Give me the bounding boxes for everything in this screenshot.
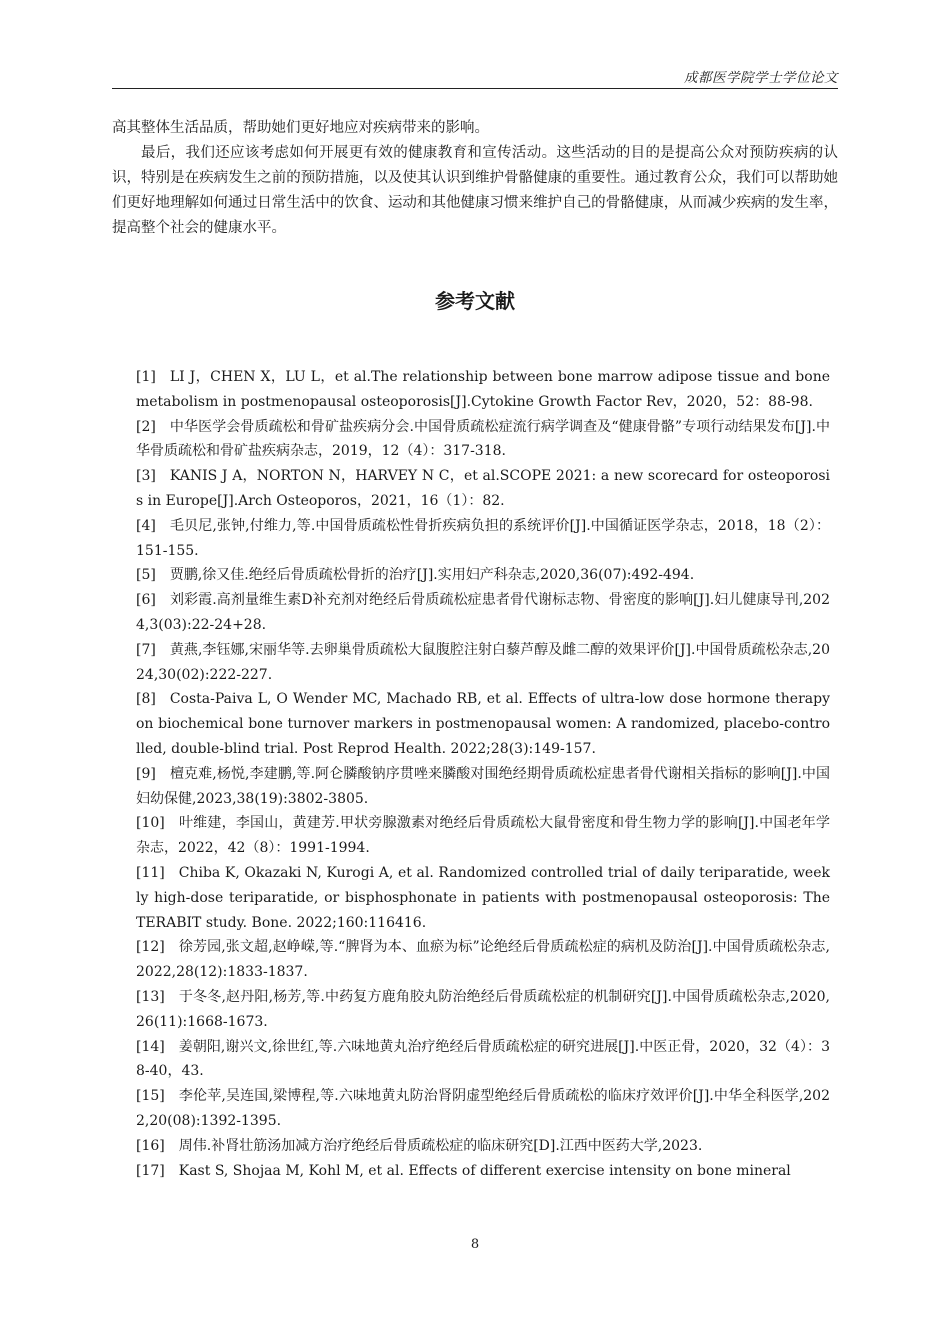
reference-text: KANIS J A，NORTON N，HARVEY N C，et al.SCOPE 2021: a new scorecard for osteoporosis in Europe[J].Arch Osteoporos，2021，16（1）：82. bbox=[136, 468, 830, 509]
reference-text: 姜朝阳,谢兴文,徐世红,等.六味地黄丸治疗绝经后骨质疏松症的研究进展[J].中医正骨，2020，32（4）：38-40，43. bbox=[136, 1038, 830, 1080]
paragraph: 高其整体生活品质，帮助她们更好地应对疾病带来的影响。 bbox=[112, 120, 489, 136]
reference-item bbox=[136, 861, 830, 935]
reference-item bbox=[136, 638, 830, 688]
reference-text: 中华医学会骨质疏松和骨矿盐疾病分会.中国骨质疏松症流行病学调查及“健康骨骼”专项行动结果发布[J].中华骨质疏松和骨矿盐疾病杂志，2019，12（4）：317-318. bbox=[136, 418, 830, 460]
reference-number: [15] bbox=[136, 1088, 165, 1105]
reference-item bbox=[136, 1134, 830, 1159]
reference-item bbox=[136, 687, 830, 761]
reference-number: [4] bbox=[136, 517, 156, 534]
reference-item bbox=[136, 464, 830, 514]
page-header bbox=[112, 62, 838, 89]
reference-number: [9] bbox=[136, 765, 156, 782]
reference-text: 贾鹏,徐又佳.绝经后骨质疏松骨折的治疗[J].实用妇产科杂志,2020,36(07):492-494. bbox=[169, 567, 695, 584]
reference-item bbox=[136, 762, 830, 812]
reference-item bbox=[136, 415, 830, 465]
reference-text: 黄燕,李钰娜,宋丽华等.去卵巢骨质疏松大鼠腹腔注射白藜芦醇及雌二醇的效果评价[J].中国骨质疏松杂志,2024,30(02):222-227. bbox=[136, 641, 830, 683]
reference-number: [10] bbox=[136, 815, 165, 832]
reference-text: 李伦苹,吴连国,梁博程,等.六味地黄丸防治肾阴虚型绝经后骨质疏松的临床疗效评价[J].中华全科医学,2022,20(08):1392-1395. bbox=[136, 1088, 830, 1129]
references-heading: 参考文献 bbox=[435, 289, 515, 313]
body-text bbox=[112, 116, 838, 241]
reference-text: 于冬冬,赵丹阳,杨芳,等.中药复方鹿角胶丸防治绝经后骨质疏松症的机制研究[J].中国骨质疏松杂志,2020,26(11):1668-1673. bbox=[136, 988, 830, 1030]
reference-number: [13] bbox=[136, 988, 165, 1005]
reference-item bbox=[136, 1035, 830, 1085]
reference-text: 徐芳园,张文超,赵峥嵘,等.“脾肾为本、血瘀为标”论绝经后骨质疏松症的病机及防治[J].中国骨质疏松杂志,2022,28(12):1833-1837. bbox=[136, 939, 830, 981]
reference-number: [2] bbox=[136, 418, 156, 435]
reference-text: Chiba K, Okazaki N, Kurogi A, et al. Randomized controlled trial of daily teriparatide, weekly high-dose teriparatide, or bisphosphonate in patients with postmenopausal osteoporosis: The TERABIT study. Bone. 2022;160:116416. bbox=[136, 864, 830, 931]
reference-number: [14] bbox=[136, 1038, 165, 1055]
reference-text: LI J，CHEN X，LU L，et al.The relationship between bone marrow adipose tissue and bone metabolism in postmenopausal osteoporosis[J].Cytokine Growth Factor Rev，2020，52：88-98. bbox=[136, 369, 830, 410]
reference-number: [6] bbox=[136, 592, 156, 609]
reference-number: [5] bbox=[136, 567, 156, 584]
reference-text: Costa-Paiva L, O Wender MC, Machado RB, et al. Effects of ultra-low dose hormone therapy on biochemical bone turnover markers in postmenopausal women: A randomized, placebo-controlled, double-blind trial. Post Reprod Health. 2022;28(3):149-157. bbox=[136, 691, 830, 757]
reference-item bbox=[136, 514, 830, 564]
reference-text: 毛贝尼,张钟,付维力,等.中国骨质疏松性骨折疾病负担的系统评价[J].中国循证医学杂志，2018，18（2）：151-155. bbox=[136, 517, 830, 559]
reference-number: [11] bbox=[136, 864, 165, 881]
reference-item bbox=[136, 588, 830, 638]
reference-number: [3] bbox=[136, 468, 156, 485]
reference-item bbox=[136, 365, 830, 415]
reference-text: 刘彩霞.高剂量维生素D补充剂对绝经后骨质疏松症患者骨代谢标志物、骨密度的影响[J].妇儿健康导刊,2024,3(03):22-24+28. bbox=[136, 592, 830, 633]
reference-item bbox=[136, 1084, 830, 1134]
reference-item bbox=[136, 563, 830, 588]
header-title: 成都医学院学士学位论文 bbox=[684, 70, 838, 86]
page-number: 8 bbox=[470, 1237, 480, 1252]
reference-number: [1] bbox=[136, 369, 156, 385]
reference-text: 周伟.补肾壮筋汤加减方治疗绝经后骨质疏松症的临床研究[D].江西中医药大学,2023. bbox=[178, 1137, 703, 1154]
reference-item bbox=[136, 1159, 830, 1184]
reference-number: [12] bbox=[136, 939, 165, 956]
reference-item bbox=[136, 811, 830, 861]
reference-number: [8] bbox=[136, 691, 156, 708]
reference-number: [17] bbox=[136, 1162, 165, 1179]
reference-text: Kast S, Shojaa M, Kohl M, et al. Effects of different exercise intensity on bone mineral bbox=[178, 1162, 791, 1179]
reference-text: 檀克难,杨悦,李建鹏,等.阿仑膦酸钠序贯唑来膦酸对围绝经期骨质疏松症患者骨代谢相关指标的影响[J].中国妇幼保健,2023,38(19):3802-3805. bbox=[136, 765, 830, 807]
reference-number: [16] bbox=[136, 1137, 165, 1154]
reference-item bbox=[136, 935, 830, 985]
reference-text: 叶维建，李国山，黄建芳.甲状旁腺激素对绝经后骨质疏松大鼠骨密度和骨生物力学的影响[J].中国老年学杂志，2022，42（8）：1991-1994. bbox=[136, 815, 830, 857]
reference-number: [7] bbox=[136, 641, 156, 658]
paragraph: 最后，我们还应该考虑如何开展更有效的健康教育和宣传活动。这些活动的目的是提高公众对预防疾病的认识，特别是在疾病发生之前的预防措施，以及使其认识到维护骨骼健康的重要性。通过教育公众，我们可以帮助她们更好地理解如何通过日常生活中的饮食、运动和其他健康习惯来维护自己的骨骼健康，从而减少疾病的发生率，提高整个社会的健康水平。 bbox=[112, 145, 838, 236]
reference-item bbox=[136, 985, 830, 1035]
reference-list bbox=[136, 365, 830, 1183]
